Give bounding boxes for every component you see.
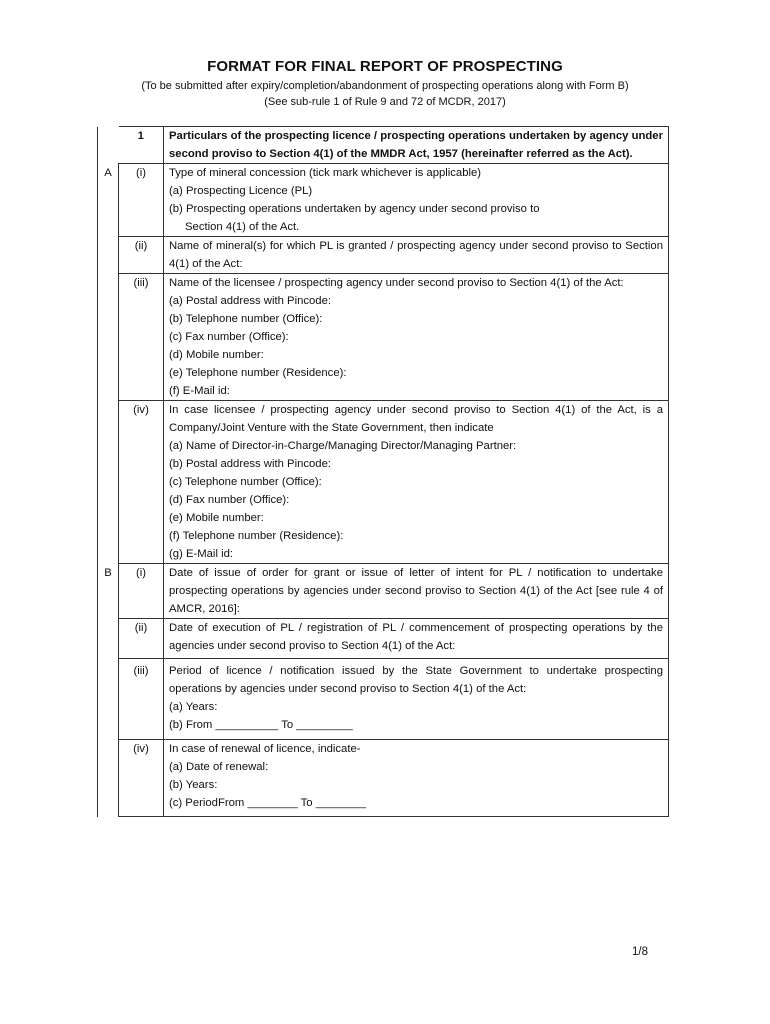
row-line: (c) Telephone number (Office): [169, 476, 322, 488]
row-line: (a) Years: [169, 701, 218, 713]
row-line: (b) Prospecting operations undertaken by agency under second proviso to [169, 203, 540, 215]
row-line: Name of the licensee / prospecting agency under second proviso to Section 4(1) of the Act: [169, 277, 624, 289]
header-text: Particulars of the prospecting licence / prospecting operations undertaken by agency under second proviso to Section 4(1) of the MMDR Act, 1957 (hereinafter referred as the Act). [164, 127, 669, 164]
row-line: (c) PeriodFrom ________ To ________ [169, 797, 366, 809]
header-number: 1 [119, 127, 164, 164]
row-line: (a) Name of Director-in-Charge/Managing Director/Managing Partner: [169, 440, 517, 452]
row-line: (b) Years: [169, 779, 218, 791]
document-title: FORMAT FOR FINAL REPORT OF PROSPECTING [207, 58, 563, 75]
section-label-a: A [98, 164, 119, 564]
row-content [164, 401, 669, 564]
row-content [164, 164, 669, 237]
table-row [98, 564, 669, 619]
table-header-row [98, 127, 669, 164]
row-number: (iii) [119, 659, 164, 740]
row-line: Date of issue of order for grant or issue of letter of intent for PL / notification to undertake prospecting operations by agencies under second proviso to Section 4(1) of the Act [see rule 4 of AMCR, 2016]: [169, 567, 663, 615]
row-line: (e) Telephone number (Residence): [169, 367, 347, 379]
table-row [98, 164, 669, 237]
row-line: (a) Postal address with Pincode: [169, 295, 332, 307]
document-subtitle-rule-reference: (See sub-rule 1 of Rule 9 and 72 of MCDR, 2017) [264, 96, 506, 108]
table-row [98, 659, 669, 740]
row-content [164, 237, 669, 274]
document-subtitle-instructions: (To be submitted after expiry/completion/abandonment of prospecting operations along with Form B) [141, 80, 629, 92]
row-line: (b) From __________ To _________ [169, 719, 353, 731]
row-line: In case licensee / prospecting agency under second proviso to Section 4(1) of the Act, is a Company/Joint Venture with the State Government, then indicate [169, 404, 663, 434]
row-line: In case of renewal of licence, indicate- [169, 743, 361, 755]
row-line: (d) Mobile number: [169, 349, 264, 361]
row-line: (a) Date of renewal: [169, 761, 269, 773]
row-line: (f) Telephone number (Residence): [169, 530, 344, 542]
row-number: (iv) [119, 401, 164, 564]
row-content [164, 659, 669, 740]
row-line: (b) Postal address with Pincode: [169, 458, 332, 470]
row-line: (e) Mobile number: [169, 512, 264, 524]
table-row [98, 237, 669, 274]
page-number: 1/8 [632, 946, 648, 958]
table-row [98, 274, 669, 401]
row-content [164, 740, 669, 817]
table-row [98, 401, 669, 564]
row-line: (g) E-Mail id: [169, 548, 234, 560]
row-number: (iii) [119, 274, 164, 401]
row-line: Name of mineral(s) for which PL is granted / prospecting agency under second proviso to Section 4(1) of the Act: [169, 240, 663, 270]
row-content [164, 274, 669, 401]
row-number: (i) [119, 564, 164, 619]
row-number: (ii) [119, 619, 164, 659]
section-label-b: B [98, 564, 119, 817]
table-row [98, 740, 669, 817]
row-line: (f) E-Mail id: [169, 385, 230, 397]
row-content [164, 564, 669, 619]
header-section-cell [98, 127, 119, 164]
row-line: (b) Telephone number (Office): [169, 313, 323, 325]
row-number: (iv) [119, 740, 164, 817]
row-line: Type of mineral concession (tick mark whichever is applicable) [169, 167, 482, 179]
row-number: (i) [119, 164, 164, 237]
table-row [98, 619, 669, 659]
row-line: (a) Prospecting Licence (PL) [169, 185, 313, 197]
row-line: Date of execution of PL / registration of PL / commencement of prospecting operations by the agencies under second proviso to Section 4(1) of the Act: [169, 622, 663, 652]
row-line: Period of licence / notification issued by the State Government to undertake prospecting operations by agencies under second proviso to Section 4(1) of the Act: [169, 665, 663, 695]
row-line: (c) Fax number (Office): [169, 331, 289, 343]
row-content [164, 619, 669, 659]
row-line: (d) Fax number (Office): [169, 494, 290, 506]
row-line: Section 4(1) of the Act. [185, 221, 300, 233]
row-number: (ii) [119, 237, 164, 274]
prospecting-report-table [97, 126, 669, 817]
